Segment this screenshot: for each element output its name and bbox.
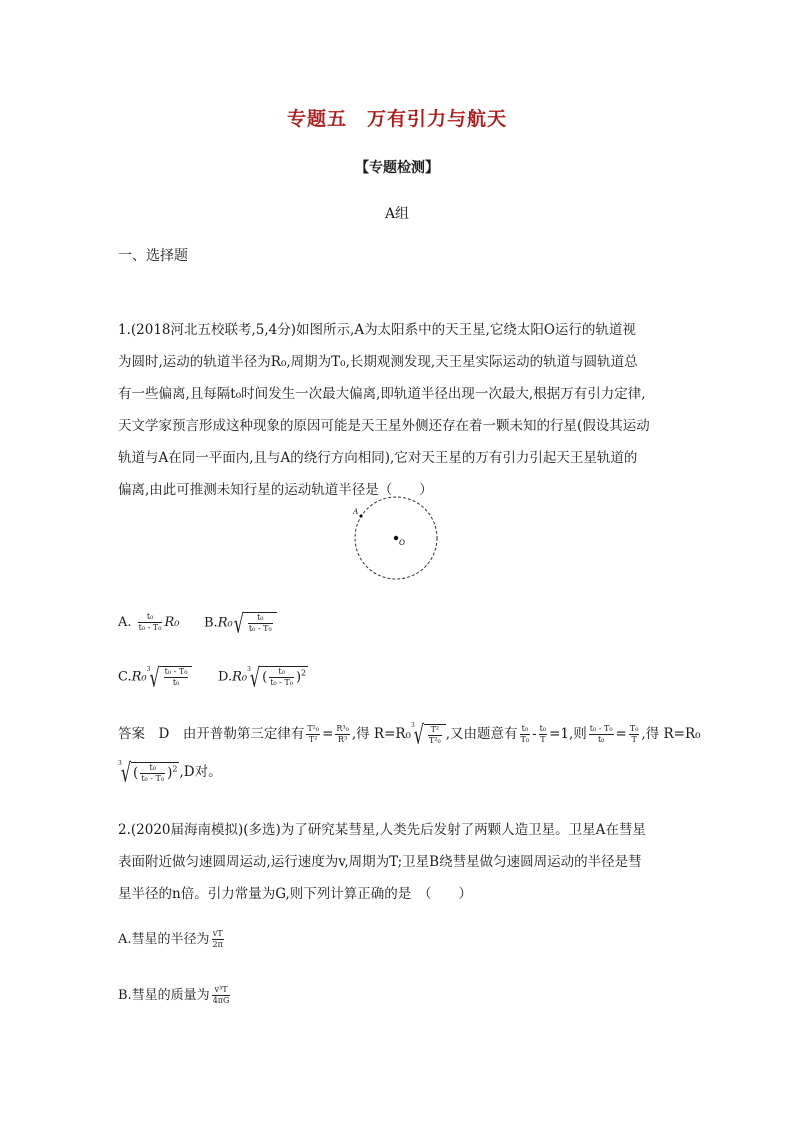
sqrt-icon: √ (120, 757, 132, 788)
question-2-text (118, 814, 683, 910)
answer-text: ,又由题意有 (445, 726, 518, 742)
answer-text: =1,则 (549, 726, 587, 742)
fraction: $\frac{\text{R³₀}}{\text{R³}}$ (336, 724, 349, 744)
section-heading: 一、选择题 (118, 248, 188, 264)
answer-text: ,得 R=R₀ (351, 726, 411, 742)
q2-option-a (118, 928, 226, 950)
option-label: C. (118, 669, 132, 685)
q1-line: 为圆时,运动的轨道半径为R₀,周期为T₀,长期观测发现,天王星实际运动的轨道与圆轨道总 (118, 354, 638, 370)
page-title: 专题五 万有引力与航天 (286, 108, 507, 130)
q2-line: 2.(2020届海南模拟)(多选)为了研究某彗星,人类先后发射了两颗人造卫星。卫星A在彗星 (118, 822, 646, 838)
sqrt-body (160, 666, 193, 688)
q1-answer: 答案 D 由开普勒第三定律有 $\frac{\text{T²₀}}{\text{T²}}$ = $\frac{\text{R³₀}}{\text{R³}}$ ,得 R=R₀$^3$√ $\frac{\text{T²}}{\text{T²₀}}$ ,又由题意有 $\frac{\text{t₀}}{\text{T₀}}$ - $\frac{\text{t₀}}{T}$ =1,则 $\frac{\text{t₀ - T₀}}{\text{t₀}}$ = $\frac{\text{T₀}}{T}$ ,得 R=R₀ (118, 719, 701, 750)
fraction: $\frac{vT}{2\pi}$ (212, 929, 223, 949)
answer-text: ,D对。 (179, 764, 222, 780)
fraction: $\frac{\text{t₀ - T₀}}{\text{t₀}}$ (164, 667, 188, 687)
uranus-point (359, 514, 362, 517)
option-label: D. (218, 669, 233, 685)
fraction: $\frac{\text{t₀}}{\text{t₀ - T₀}}$ (138, 612, 162, 632)
answer-text: ,得 R=R₀ (641, 726, 701, 742)
root-index: 3 (118, 760, 122, 767)
root-index: 3 (146, 666, 151, 673)
option-label: A. (118, 615, 132, 630)
sun-point (394, 536, 398, 540)
option-text: A.彗星的半径为 (118, 932, 210, 947)
r0-symbol: R₀ (217, 615, 233, 631)
fraction: $\frac{\text{t₀ - T₀}}{\text{t₀}}$ (589, 724, 613, 744)
point-a-label: A (353, 507, 358, 516)
q1-line: 有一些偏离,且每隔t₀时间发生一次最大偏离,即轨道半径出现一次最大,根据万有引力定律, (118, 386, 646, 402)
fraction: $\frac{\text{v³T}}{4\pi G}$ (212, 985, 230, 1005)
fraction: $\frac{\text{t₀}}{\text{T₀}}$ (520, 724, 530, 744)
q2-line: 表面附近做匀速圆周运动,运行速度为v,周期为T;卫星B绕彗星做匀速圆周运动的半径是彗 (118, 854, 642, 870)
q2-option-b (118, 984, 232, 1006)
fraction: $\frac{\text{t₀}}{\text{t₀ - T₀}}$ (141, 762, 165, 783)
fraction: $\frac{\text{t₀}}{T}$ (539, 724, 547, 744)
q1-answer-cont (118, 757, 222, 788)
fraction: $\frac{\text{T₀}}{T}$ (629, 724, 639, 744)
group-label: A组 (384, 206, 410, 222)
option-label: B. (204, 615, 218, 631)
exponent: 2 (301, 668, 307, 678)
sqrt-icon: √ (233, 607, 244, 639)
fraction: $\frac{\text{T²₀}}{\text{T²}}$ (307, 724, 320, 744)
q1-option-c (118, 661, 192, 693)
q1-line: 轨道与A在同一平面内,且与A的绕行方向相同),它对天王星的万有引力引起天王星轨道的 (118, 450, 638, 466)
r0-symbol: R₀ (232, 669, 248, 685)
q2-line: 星半径的n倍。引力常量为G,则下列计算正确的是 （ ） (118, 886, 473, 902)
root-index: 3 (410, 722, 415, 729)
sqrt-body (244, 612, 277, 634)
answer-lead: 答案 D 由开普勒第三定律有 (118, 726, 305, 742)
q1-line: 1.(2018河北五校联考,5,4分)如图所示,A为太阳系中的天王星,它绕太阳O运行的轨道视 (118, 322, 636, 338)
root-index: 3 (247, 666, 251, 673)
question-1-text (118, 314, 683, 506)
sqrt-icon: √ (149, 661, 160, 693)
sqrt-body: ( $\frac{\text{t₀}}{\text{t₀ - T₀}}$ )$^2$ (262, 667, 307, 687)
option-text: B.彗星的质量为 (118, 988, 210, 1003)
q1-line: 天文学家预言形成这种现象的原因可能是天王星外侧还存在着一颗未知的行星(假设其运动 (118, 418, 650, 434)
fraction: $\frac{\text{t₀}}{\text{t₀ - T₀}}$ (270, 667, 293, 687)
sqrt-body: $\frac{\text{T²}}{\text{T²₀}}$ (424, 724, 446, 746)
r0-symbol: R₀ (131, 669, 147, 685)
r0-symbol: R₀ (164, 615, 180, 630)
q1-option-a (118, 612, 179, 633)
sqrt-icon: √ (413, 719, 424, 750)
center-o-label: O (399, 538, 405, 547)
section-subtitle: 【专题检测】 (355, 160, 439, 176)
sqrt-icon: √ (249, 661, 261, 693)
q1-line: 偏离,由此可推测未知行星的运动轨道半径是（ ） (118, 482, 433, 498)
orbit-diagram (340, 488, 450, 588)
q1-option-d (218, 661, 308, 693)
exponent: 2 (172, 764, 178, 773)
fraction: $\frac{\text{t₀}}{\text{t₀ - T₀}}$ (248, 613, 272, 633)
q1-option-b (204, 607, 277, 639)
sqrt-body: ( $\frac{\text{t₀}}{\text{t₀ - T₀}}$ )$^2$ (133, 762, 178, 783)
